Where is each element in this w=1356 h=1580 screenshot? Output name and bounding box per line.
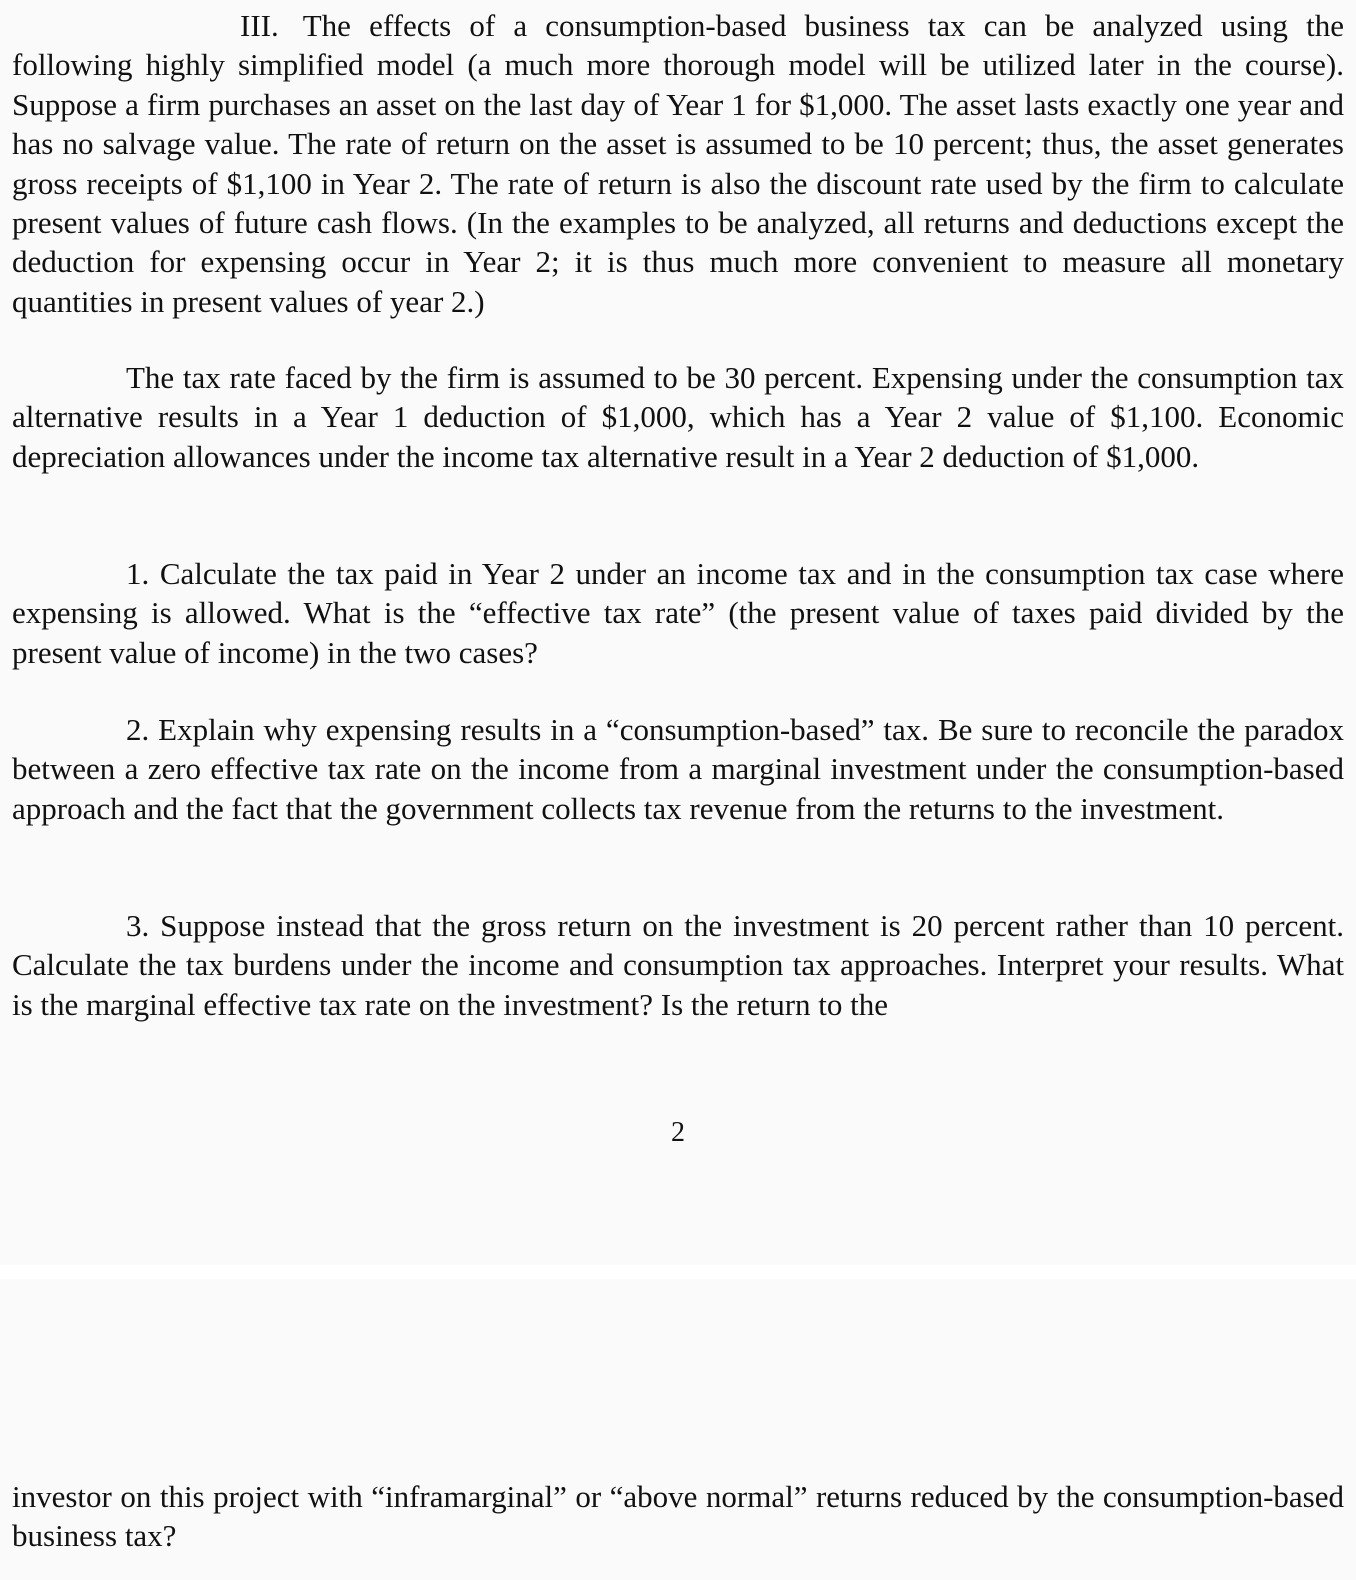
paragraph-tax-rate: The tax rate faced by the firm is assumed to be 30 percent. Expensing under the consumption tax alternative results in a Year 1 deduction of $1,000, which has a Year 2 value of $1,100. Economic depreciation allowances under the income tax alternative result in a Year 2 deduction of $1,000. bbox=[12, 360, 1344, 474]
question-3: 3. Suppose instead that the gross return on the investment is 20 percent rather than 10 percent. Calculate the tax burdens under the income and consumption tax approaches. Interpret your results. What is the marginal effective tax rate on the investment? Is the return to the bbox=[12, 908, 1344, 1022]
page-number: 2 bbox=[671, 1117, 685, 1148]
section-number: III. bbox=[240, 8, 279, 43]
question-1: 1. Calculate the tax paid in Year 2 under an income tax and in the consumption tax case where expensing is allowed. What is the “effective tax rate” (the present value of taxes paid divided by the present value of income) in the two cases? bbox=[12, 556, 1344, 670]
document-page-bottom bbox=[0, 1279, 1356, 1580]
paragraph-intro bbox=[12, 6, 1344, 321]
question-2: 2. Explain why expensing results in a “consumption-based” tax. Be sure to reconcile the paradox between a zero effective tax rate on the income from a marginal investment under the consumption-based approach and the fact that the government collects tax revenue from the returns to the investment. bbox=[12, 712, 1344, 826]
question-3-continuation: investor on this project with “inframarginal” or “above normal” returns reduced by the consumption-based business tax? bbox=[12, 1479, 1344, 1554]
page-break bbox=[0, 1265, 1356, 1279]
paragraph-intro-text: The effects of a consumption-based business tax can be analyzed using the following highly simplified model (a much more thorough model will be utilized later in the course). Suppose a firm purchases an asset on the last day of Year 1 for $1,000. The asset lasts exactly one year and has no salvage value. The rate of return on the asset is assumed to be 10 percent; thus, the asset generates gross receipts of $1,100 in Year 2. The rate of return is also the discount rate used by the firm to calculate present values of future cash flows. (In the examples to be analyzed, all returns and deductions except the deduction for expensing occur in Year 2; it is thus much more convenient to measure all monetary quantities in present values of year 2.) bbox=[12, 8, 1344, 319]
